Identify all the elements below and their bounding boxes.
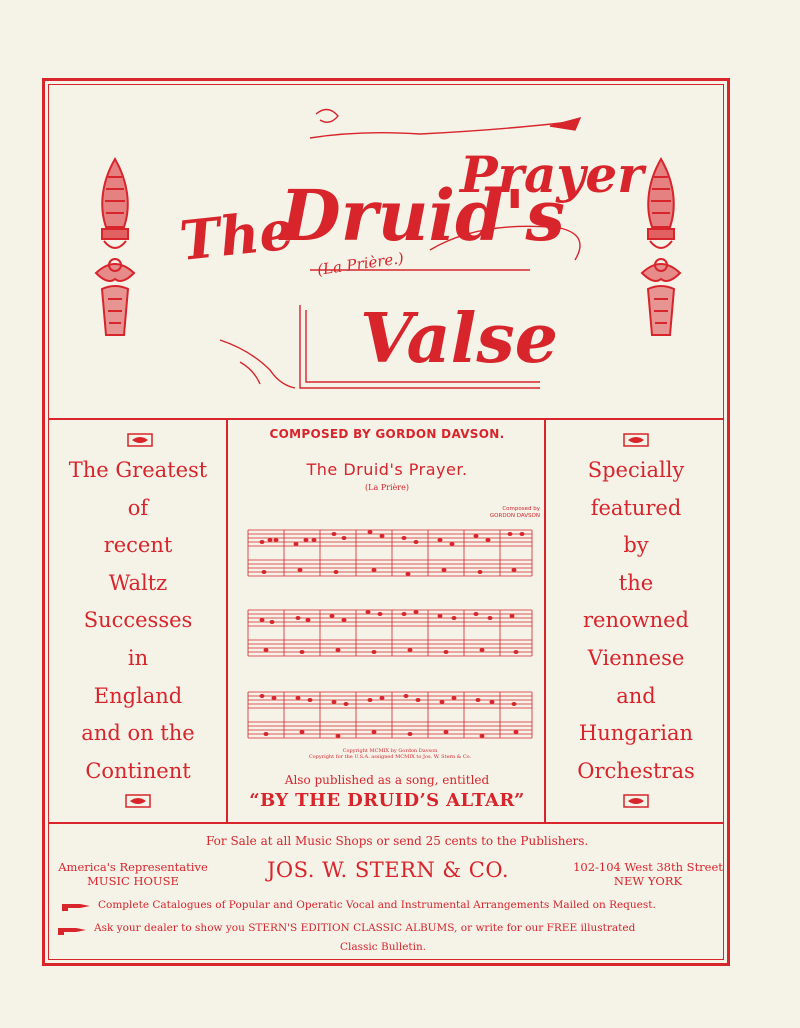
publisher-address — [568, 860, 728, 888]
title-valse: Valse — [360, 299, 558, 379]
left-line: of — [127, 495, 149, 520]
title-the: The — [176, 197, 297, 273]
credit-line: GORDON DAVSON — [489, 513, 540, 519]
copyright-line: Copyright for the U.S.A. assigned MCMIX to Jos. W. Stern & Co. — [308, 754, 472, 760]
for-sale-notice: For Sale at all Music Shops or send 25 cents to the Publishers. — [206, 834, 589, 848]
left-line: and on the — [81, 721, 195, 746]
right-line: and — [616, 683, 656, 708]
copyright-notice — [240, 748, 540, 760]
right-line: the — [618, 570, 654, 595]
publisher-name: JOS. W. STERN & CO. — [266, 858, 510, 882]
divider-left — [226, 418, 228, 822]
right-line: featured — [590, 495, 682, 520]
right-line: Viennese — [587, 645, 685, 670]
right-line: renowned — [582, 608, 689, 633]
address-line: NEW YORK — [613, 874, 683, 888]
title-prayer: Prayer — [460, 145, 644, 204]
divider-bottom — [48, 822, 724, 824]
left-line: England — [93, 683, 183, 708]
credit-line: Composed by — [502, 506, 540, 512]
copyright-line: Copyright MCMIX by Gordon Davson — [342, 748, 438, 754]
left-line: in — [127, 645, 149, 670]
left-line: Successes — [83, 608, 193, 633]
america-line: MUSIC HOUSE — [87, 874, 179, 888]
pointing-hand-icon — [58, 924, 88, 936]
right-line: by — [623, 533, 649, 558]
right-column-text — [550, 452, 722, 790]
left-column-text — [52, 452, 224, 790]
also-published: Also published as a song, entitled — [284, 773, 490, 787]
catalogues-notice: Complete Catalogues of Popular and Operatic Vocal and Instrumental Arrangements Mailed on Request. — [98, 899, 656, 911]
altar-song-title: “BY THE DRUID’S ALTAR” — [249, 790, 525, 811]
ornament-icon — [125, 794, 151, 808]
ornament-icon — [623, 433, 649, 447]
title-lettering — [120, 100, 660, 400]
title-druids: Druid's — [280, 174, 565, 257]
music-score-excerpt — [244, 518, 536, 746]
right-line: Orchestras — [577, 758, 695, 783]
ask-dealer-notice: Ask your dealer to show you STERN'S EDITION CLASSIC ALBUMS, or write for our FREE illustrated — [94, 922, 636, 934]
left-line: Continent — [85, 758, 191, 783]
ornament-icon — [623, 794, 649, 808]
composed-by: COMPOSED BY GORDON DAVSON. — [269, 427, 505, 441]
america-line: America's Representative — [58, 860, 208, 874]
ornament-icon — [127, 433, 153, 447]
divider-top — [48, 418, 724, 420]
right-line: Hungarian — [578, 721, 694, 746]
title-subtitle: (La Prière.) — [316, 249, 405, 279]
address-line: 102-104 West 38th Street — [573, 860, 723, 874]
left-line: recent — [103, 533, 173, 558]
divider-right — [544, 418, 546, 822]
left-line: The Greatest — [68, 458, 208, 482]
classic-bulletin: Classic Bulletin. — [340, 941, 427, 953]
song-title: The Druid's Prayer. — [306, 460, 468, 479]
pointing-hand-icon — [62, 900, 92, 912]
left-line: Waltz — [108, 570, 168, 595]
america-house — [58, 860, 208, 888]
song-subtitle: (La Prière) — [365, 483, 409, 492]
right-line: Specially — [587, 458, 685, 482]
